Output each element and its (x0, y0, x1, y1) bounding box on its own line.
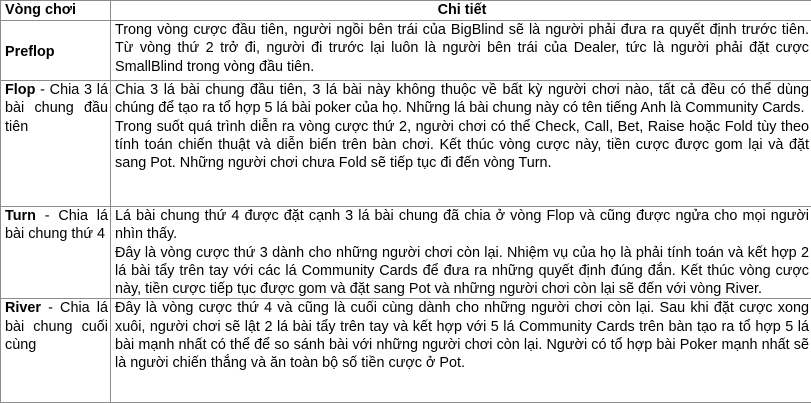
round-name: Preflop (5, 44, 55, 60)
detail-paragraph: Trong vòng cược đầu tiên, người ngồi bên trái của BigBlind sẽ là người phải đưa ra quyết định trước tiên. Từ vòng thứ 2 trở đi, người đi trước lại luôn là người bên trái của Dealer, tức là người phải đặt cược SmallBlind trong vòng đầu tiên. (115, 21, 809, 76)
round-name-cell (1, 207, 111, 299)
round-suffix: - Chia lá bài chung cuối cùng (5, 300, 108, 353)
round-detail-cell (111, 299, 811, 403)
round-name: River (5, 300, 41, 316)
header-detail: Chi tiết (111, 1, 811, 21)
detail-paragraph: Đây là vòng cược thứ 4 và cũng là cuối cùng dành cho những người chơi còn lại. Sau khi đặt cược xong xuôi, người chơi sẽ lật 2 lá bài tẩy trên tay và kết hợp với 5 lá Community Cards trên bàn tạo ra tổ hợp 5 lá bài mạnh nhất có thể để so sánh bài với những người chơi còn lại. Người có tổ hợp bài Poker mạnh nhất sẽ là người chiến thắng và ăn toàn bộ số tiền cược ở Pot. (115, 299, 809, 372)
round-suffix: - Chia lá bài chung thứ 4 (5, 208, 108, 242)
table-row-preflop (1, 21, 811, 81)
detail-paragraph: Đây là vòng cược thứ 3 dành cho những người chơi còn lại. Nhiệm vụ của họ là phải tính toán và kết hợp 2 lá bài tẩy trên tay với các lá Community Cards để đưa ra những quyết định đúng đắn. Kết thúc vòng cược này, tiền cược tiếp tục được gom và đặt sang Pot và những người chơi còn lại sẽ đến với vòng River. (115, 244, 809, 299)
round-suffix: - Chia 3 lá bài chung đầu tiên (5, 82, 108, 135)
round-name-cell (1, 81, 111, 207)
table-row-river (1, 299, 811, 403)
detail-paragraph: Lá bài chung thứ 4 được đặt cạnh 3 lá bài chung đã chia ở vòng Flop và cũng được ngửa cho mọi người nhìn thấy. (115, 207, 809, 244)
round-name: Flop (5, 82, 35, 98)
round-detail-cell (111, 21, 811, 81)
detail-paragraph: Chia 3 lá bài chung đầu tiên, 3 lá bài này không thuộc về bất kỳ người chơi nào, tất cả đều có thể dùng chúng để tạo ra tổ hợp 5 lá bài poker của họ. Những lá bài chung này có tên tiếng Anh là Community Cards. (115, 81, 809, 118)
round-name-cell (1, 21, 111, 81)
round-name-cell (1, 299, 111, 403)
table-row-turn (1, 207, 811, 299)
round-name: Turn (5, 208, 36, 224)
table-row-flop (1, 81, 811, 207)
header-round: Vòng chơi (1, 1, 111, 21)
detail-paragraph: Trong suốt quá trình diễn ra vòng cược thứ 2, người chơi có thể Check, Call, Bet, Raise hoặc Fold tùy theo tính toán chiến thuật và diễn biến trên bàn chơi. Kết thúc vòng cược này, tiền cược được gom lại và đặt sang Pot. Những người chơi chưa Fold sẽ tiếp tục đi đến vòng Turn. (115, 118, 809, 173)
round-detail-cell (111, 81, 811, 207)
round-detail-cell (111, 207, 811, 299)
header-row (1, 1, 811, 21)
